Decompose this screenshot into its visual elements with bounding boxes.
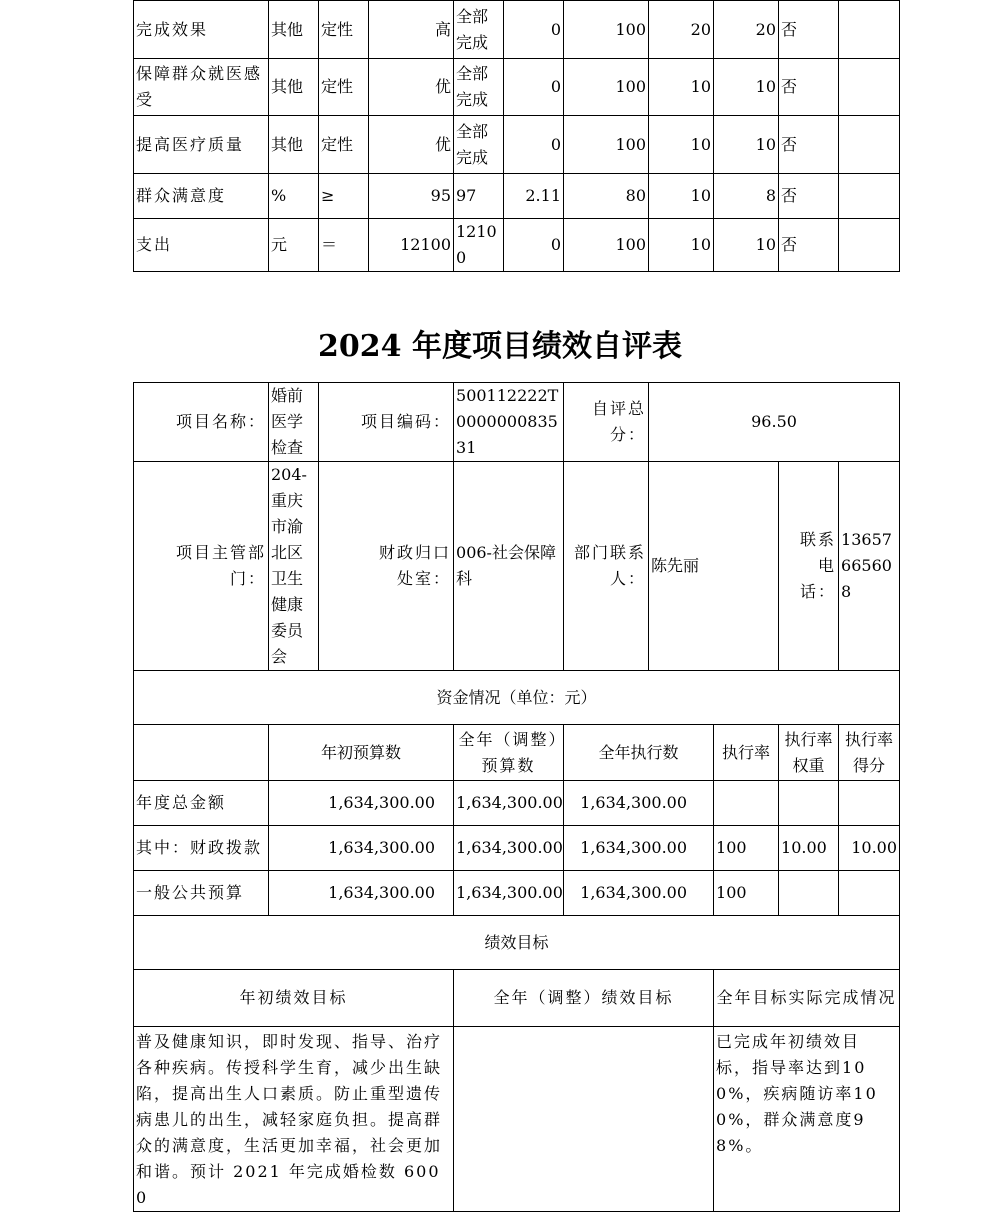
dept-row — [134, 462, 900, 671]
funds-row-label: 年度总金额 — [134, 781, 269, 826]
indicator-row — [134, 59, 900, 116]
indicator-full-score: 80 — [564, 174, 649, 219]
contact-value: 陈先丽 — [649, 462, 779, 671]
indicator-deviation: 0 — [504, 59, 564, 116]
indicator-name: 完成效果 — [134, 1, 269, 59]
indicator-weight: 10 — [649, 219, 714, 272]
indicator-operator: 定性 — [319, 59, 369, 116]
indicator-corrective: 否 — [779, 1, 839, 59]
funds-row-rate — [714, 781, 779, 826]
goals-header-initial: 年初绩效目标 — [134, 970, 454, 1027]
funds-row-score — [839, 781, 900, 826]
funds-header-score: 执行率得分 — [839, 725, 900, 781]
indicator-row — [134, 116, 900, 174]
project-code-label: 项目编码： — [319, 383, 454, 462]
indicator-row — [134, 1, 900, 59]
indicator-corrective: 否 — [779, 116, 839, 174]
indicator-score: 10 — [714, 116, 779, 174]
funds-row-label: 一般公共预算 — [134, 871, 269, 916]
indicator-unit: 其他 — [269, 59, 319, 116]
indicator-operator: ≥ — [319, 174, 369, 219]
performance-form-table — [133, 382, 900, 1212]
indicator-note — [839, 219, 900, 272]
funds-row-executed: 1,634,300.00 — [564, 826, 714, 871]
indicator-operator: 定性 — [319, 1, 369, 59]
project-name-label: 项目名称： — [134, 383, 269, 462]
indicator-operator: 定性 — [319, 116, 369, 174]
indicator-name: 群众满意度 — [134, 174, 269, 219]
indicator-note — [839, 59, 900, 116]
indicator-score: 10 — [714, 219, 779, 272]
indicator-annual-target: 12100 — [369, 219, 454, 272]
indicator-full-score: 100 — [564, 116, 649, 174]
page-title: 2024 年度项目绩效自评表 — [318, 329, 682, 364]
indicator-corrective: 否 — [779, 174, 839, 219]
funds-row — [134, 781, 900, 826]
indicator-annual-target: 优 — [369, 59, 454, 116]
dept-label: 项目主管部门： — [134, 462, 269, 671]
funds-row-adjusted: 1,634,300.00 — [454, 781, 564, 826]
indicator-note — [839, 174, 900, 219]
goals-content-row — [134, 1027, 900, 1212]
indicator-full-score: 100 — [564, 219, 649, 272]
indicator-note — [839, 1, 900, 59]
goals-adjusted-text — [454, 1027, 714, 1212]
indicator-full-score: 100 — [564, 59, 649, 116]
indicator-deviation: 0 — [504, 1, 564, 59]
indicator-annual-target: 95 — [369, 174, 454, 219]
indicator-deviation: 2.11 — [504, 174, 564, 219]
funds-row-weight — [779, 781, 839, 826]
goals-section-row — [134, 916, 900, 970]
funds-row-rate: 100 — [714, 871, 779, 916]
finance-label: 财政归口处室： — [319, 462, 454, 671]
funds-header-initial: 年初预算数 — [269, 725, 454, 781]
indicator-operator: ＝ — [319, 219, 369, 272]
goals-section-label: 绩效目标 — [134, 916, 900, 970]
indicator-name: 支出 — [134, 219, 269, 272]
indicator-score: 8 — [714, 174, 779, 219]
indicator-corrective: 否 — [779, 59, 839, 116]
indicator-actual: 全部完成 — [454, 59, 504, 116]
indicator-score: 10 — [714, 59, 779, 116]
indicator-corrective: 否 — [779, 219, 839, 272]
funds-header-row — [134, 725, 900, 781]
funds-header-adjusted: 全年（调整）预算数 — [454, 725, 564, 781]
indicator-annual-target: 优 — [369, 116, 454, 174]
phone-value: 13657665608 — [839, 462, 900, 671]
funds-row-initial: 1,634,300.00 — [269, 826, 454, 871]
indicator-row — [134, 219, 900, 272]
project-name-row — [134, 383, 900, 462]
funds-header-blank — [134, 725, 269, 781]
goals-header-row — [134, 970, 900, 1027]
indicator-actual: 12100 — [454, 219, 504, 272]
dept-value: 204-重庆市渝北区卫生健康委员会 — [269, 462, 319, 671]
indicator-unit: 其他 — [269, 1, 319, 59]
funds-row-adjusted: 1,634,300.00 — [454, 826, 564, 871]
funds-row-score — [839, 871, 900, 916]
phone-label: 联系电话： — [779, 462, 839, 671]
goals-actual-text: 已完成年初绩效目标，指导率达到100%，疾病随访率100%，群众满意度98%。 — [714, 1027, 900, 1212]
funds-row-weight — [779, 871, 839, 916]
goals-header-adjusted: 全年（调整）绩效目标 — [454, 970, 714, 1027]
funds-row-label: 其中：财政拨款 — [134, 826, 269, 871]
indicator-actual: 全部完成 — [454, 1, 504, 59]
funds-header-rate: 执行率 — [714, 725, 779, 781]
indicator-actual: 97 — [454, 174, 504, 219]
indicator-actual: 全部完成 — [454, 116, 504, 174]
indicator-note — [839, 116, 900, 174]
funds-row-executed: 1,634,300.00 — [564, 781, 714, 826]
funds-row — [134, 871, 900, 916]
funds-row-rate: 100 — [714, 826, 779, 871]
goals-initial-text: 普及健康知识，即时发现、指导、治疗各种疾病。传授科学生育，减少出生缺陷，提高出生人口素质。防止重型遗传病患儿的出生，减轻家庭负担。提高群众的满意度，生活更加幸福，社会更加和谐。预计 2021 年完成婚检数 6000 — [134, 1027, 454, 1212]
self-score-label: 自评总分： — [564, 383, 649, 462]
goals-header-actual: 全年目标实际完成情况 — [714, 970, 900, 1027]
self-score-value: 96.50 — [649, 383, 900, 462]
funds-row-score: 10.00 — [839, 826, 900, 871]
indicator-name: 保障群众就医感受 — [134, 59, 269, 116]
indicator-annual-target: 高 — [369, 1, 454, 59]
indicator-weight: 10 — [649, 59, 714, 116]
indicator-weight: 20 — [649, 1, 714, 59]
indicator-unit: 其他 — [269, 116, 319, 174]
funds-row-adjusted: 1,634,300.00 — [454, 871, 564, 916]
indicator-weight: 10 — [649, 174, 714, 219]
indicator-weight: 10 — [649, 116, 714, 174]
funds-row-initial: 1,634,300.00 — [269, 781, 454, 826]
indicator-full-score: 100 — [564, 1, 649, 59]
funds-section-label: 资金情况（单位：元） — [134, 671, 900, 725]
indicator-deviation: 0 — [504, 116, 564, 174]
contact-label: 部门联系人： — [564, 462, 649, 671]
funds-row-executed: 1,634,300.00 — [564, 871, 714, 916]
funds-section-row — [134, 671, 900, 725]
funds-row-weight: 10.00 — [779, 826, 839, 871]
finance-value: 006-社会保障科 — [454, 462, 564, 671]
indicator-score: 20 — [714, 1, 779, 59]
project-name-value: 婚前医学检查 — [269, 383, 319, 462]
indicator-deviation: 0 — [504, 219, 564, 272]
indicator-unit: 元 — [269, 219, 319, 272]
indicator-name: 提高医疗质量 — [134, 116, 269, 174]
funds-header-weight: 执行率权重 — [779, 725, 839, 781]
funds-row-initial: 1,634,300.00 — [269, 871, 454, 916]
funds-row — [134, 826, 900, 871]
funds-header-executed: 全年执行数 — [564, 725, 714, 781]
project-code-value: 500112222T000000083531 — [454, 383, 564, 462]
indicator-table — [133, 0, 900, 272]
indicator-unit: % — [269, 174, 319, 219]
indicator-row — [134, 174, 900, 219]
